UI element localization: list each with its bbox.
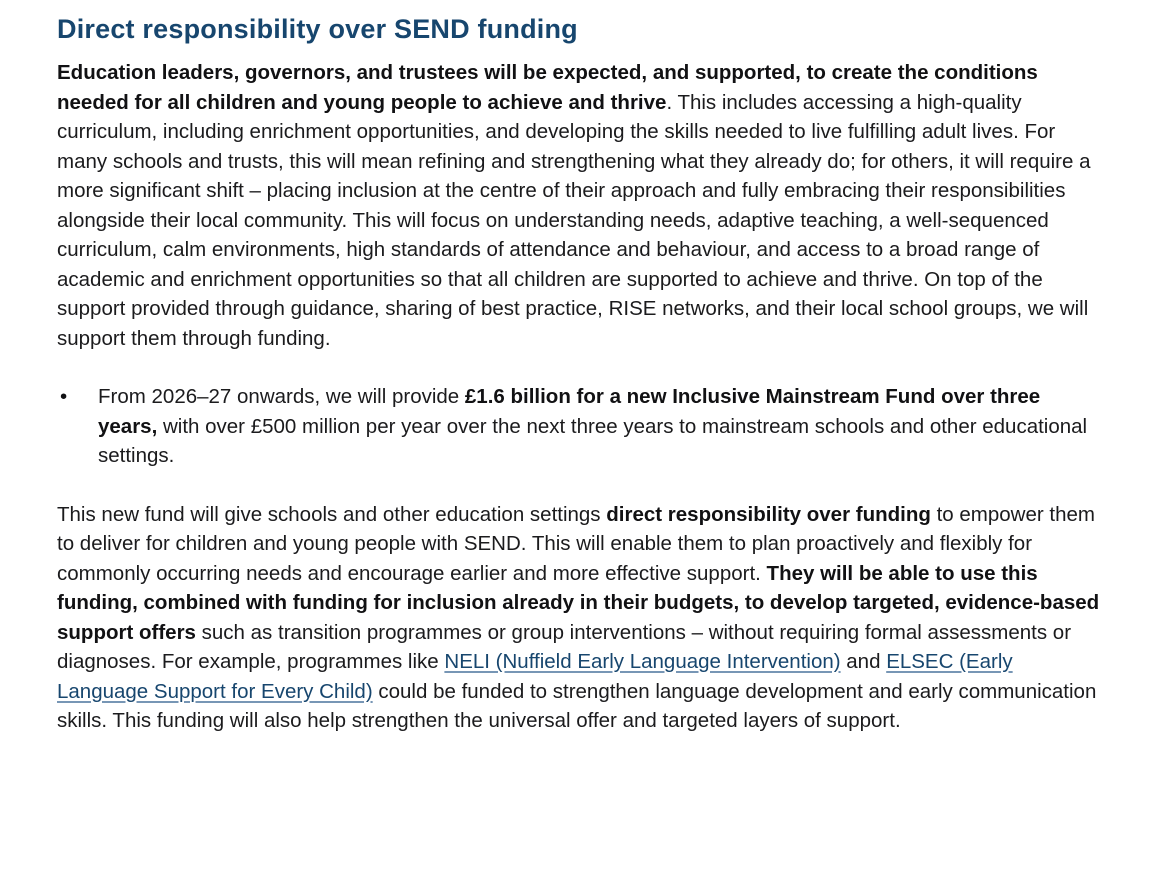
paragraph-new-fund-b2: They will be able to use this funding, combined with funding for inclusion already in their budgets, to develop targeted, evidence-based support offers [57, 561, 1100, 644]
paragraph-new-fund-t4: and [840, 650, 887, 673]
paragraph-new-fund-t5: could be funded to strengthen language development and early communication skills. This funding will also help strengthen the universal offer and targeted layers of support. [57, 679, 1097, 732]
bullet-text-post: with over £500 million per year over the next three years to mainstream schools and other educational settings. [98, 414, 1088, 467]
section-heading: Direct responsibility over SEND funding [57, 14, 578, 44]
bullet-icon: • [60, 385, 68, 408]
neli-link[interactable]: NELI (Nuffield Early Language Intervention) [444, 650, 841, 673]
bullet-text-bold: £1.6 billion for a new Inclusive Mainstream Fund over three years, [98, 385, 1041, 438]
paragraph-new-fund-b1: direct responsibility over funding [606, 502, 931, 526]
paragraph-intro [57, 58, 1102, 353]
elsec-link[interactable]: ELSEC (Early Language Support for Every Child) [57, 650, 1013, 703]
paragraph-intro-rest: . This includes accessing a high-quality curriculum, including enrichment opportunities, and developing the skills needed to live fulfilling adult lives. For many schools and trusts, this will mean refining and strengthening what they already do; for others, it will require a more significant shift – placing inclusion at the centre of their approach and fully embracing their responsibilities alongside their local community. This will focus on understanding needs, adaptive teaching, a well-sequenced curriculum, calm environments, high standards of attendance and behaviour, and access to a broad range of academic and enrichment opportunities so that all children are supported to achieve and thrive. On top of the support provided through guidance, sharing of best practice, RISE networks, and their local school groups, we will support them through funding. [57, 90, 1091, 350]
paragraph-new-fund-t1: This new fund will give schools and other education settings [57, 502, 607, 526]
bullet-item-inclusive-mainstream-fund [57, 382, 1102, 471]
paragraph-new-fund-t3: such as transition programmes or group interventions – without requiring formal assessments or diagnoses. For example, programmes like [57, 620, 1072, 673]
bullet-text [98, 382, 1102, 471]
bullet-text-pre: From 2026–27 onwards, we will provide [98, 385, 465, 408]
paragraph-new-fund [57, 500, 1102, 736]
paragraph-new-fund-t2: to empower them to deliver for children and young people with SEND. This will enable them to plan proactively and flexibly for commonly occurring needs and encourage earlier and more effective support. [57, 502, 1095, 585]
paragraph-intro-bold-lead: Education leaders, governors, and trustees will be expected, and supported, to create the conditions needed for all children and young people to achieve and thrive [57, 61, 1038, 114]
